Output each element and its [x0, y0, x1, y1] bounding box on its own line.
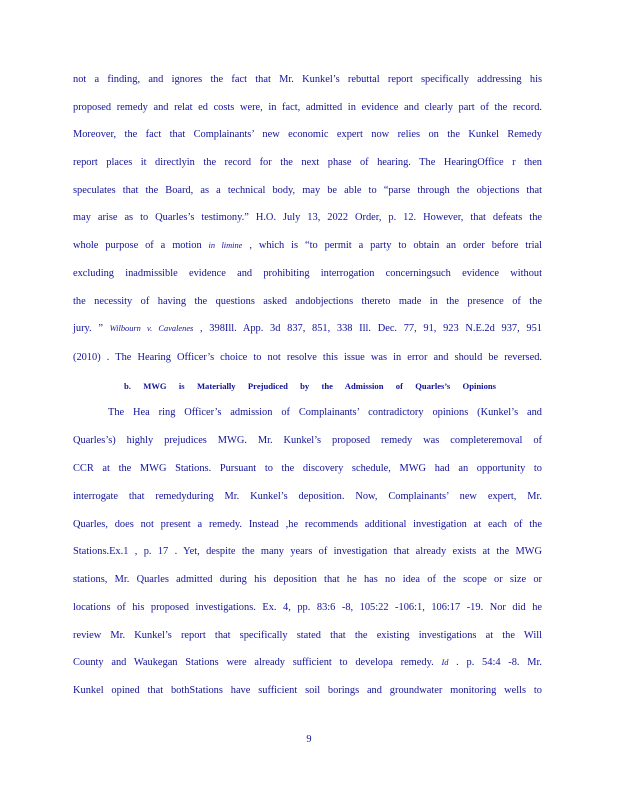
text-line — [73, 239, 542, 253]
page-number: 9 — [306, 734, 312, 745]
citation-id: Id — [441, 658, 449, 667]
text-line: Stations.Ex.1 , p. 17 . Yet, despite the many years of investigation that already exists at the MWG — [73, 546, 542, 557]
text-segment: jury. ” — [73, 323, 110, 334]
text-line: The Hea ring Officer’s admission of Complainants’ contradictory opinions (Kunkel’s and — [108, 407, 542, 418]
text-line: Quarles, does not present a remedy. Instead ,he recommends additional investigation at each of the — [73, 519, 542, 530]
text-line: proposed remedy and relat ed costs were, in fact, admitted in evidence and clearly part of the record. — [73, 102, 542, 113]
text-line: speculates that the Board, as a technical body, may be able to “parse through the objections that — [73, 185, 542, 196]
text-line: review Mr. Kunkel’s report that specifically stated that the existing investigations at the Will — [73, 630, 542, 641]
text-segment: , 398Ill. App. 3d 837, 851, 338 Ill. Dec. 77, 91, 923 N.E.2d 937, 951 — [193, 323, 542, 334]
text-line: the necessity of having the questions asked andobjections thereto made in the presence of the — [73, 296, 542, 307]
text-line — [73, 656, 542, 670]
text-line: Quarles’s) highly prejudices MWG. Mr. Kunkel’s proposed remedy was completeremoval of — [73, 435, 542, 446]
case-citation: Wilbourn v. Cavalenes — [109, 324, 194, 333]
section-heading: b. MWG is Materially Prejudiced by the Admission of Quarles’s Opinions — [124, 381, 496, 391]
text-segment: , which is “to permit a party to obtain an order before trial — [242, 240, 542, 251]
text-segment: whole purpose of a motion — [73, 240, 209, 251]
text-line: report places it directlyin the record for the next phase of hearing. The HearingOffice r then — [73, 157, 542, 168]
text-line: interrogate that remedyduring Mr. Kunkel’s deposition. Now, Complainants’ new expert, Mr. — [73, 491, 542, 502]
text-segment: County and Waukegan Stations were already sufficient to developa remedy. — [73, 657, 442, 668]
text-line: CCR at the MWG Stations. Pursuant to the discovery schedule, MWG had an opportunity to — [73, 463, 542, 474]
text-line: not a finding, and ignores the fact that Mr. Kunkel’s rebuttal report specifically addressing his — [73, 74, 542, 85]
text-line: excluding inadmissible evidence and prohibiting interrogation concerningsuch evidence without — [73, 268, 542, 279]
text-line: Kunkel opined that bothStations have sufficient soil borings and groundwater monitoring wells to — [73, 685, 542, 696]
italic-term: in limine — [208, 241, 243, 250]
text-line: stations, Mr. Quarles admitted during his deposition that he has no idea of the scope or size or — [73, 574, 542, 585]
text-line: may arise as to Quarles’s testimony.” H.O. July 13, 2022 Order, p. 12. However, that defeats the — [73, 212, 542, 223]
text-line: Moreover, the fact that Complainants’ new economic expert now relies on the Kunkel Remedy — [73, 129, 542, 140]
text-line: (2010) . The Hearing Officer’s choice to not resolve this issue was in error and should be reversed. — [73, 352, 542, 363]
text-segment: . p. 54:4 -8. Mr. — [448, 657, 542, 668]
text-line: locations of his proposed investigations. Ex. 4, pp. 83:6 -8, 105:22 -106:1, 106:17 -19. Nor did he — [73, 602, 542, 613]
text-line — [73, 322, 542, 336]
